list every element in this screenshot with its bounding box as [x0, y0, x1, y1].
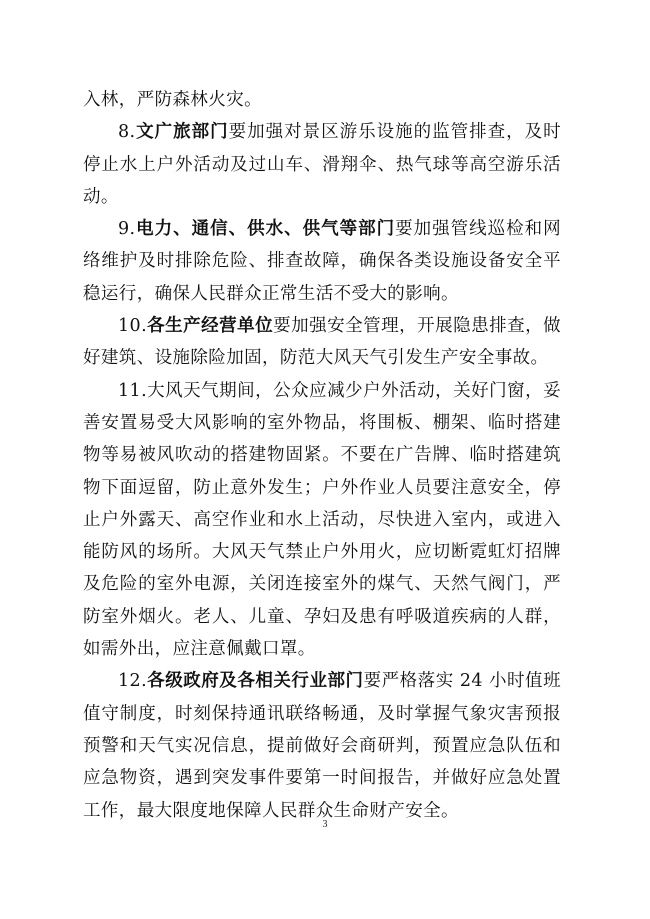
paragraph-text: 要严格落实 24 小时值班值守制度，时刻保持通讯联络畅通，及时掌握气象灾害预报预警和天气实况信息，提前做好会商研判，预置应急队伍和应急物资，遇到突发事件要第一时间报告，并做好应急处置工作，最大限度地保障人民群众生命财产安全。 — [83, 671, 561, 821]
paragraph-10 — [83, 310, 561, 375]
paragraph-text: 要加强对景区游乐设施的监管排查，及时停止水上户外活动及过山车、滑翔伞、热气球等高空游乐活动。 — [83, 122, 562, 207]
paragraph-number: 11. — [118, 380, 148, 401]
document-body — [83, 84, 561, 827]
paragraph-text: 入林，严防森林火灾。 — [83, 90, 262, 110]
paragraph-bold-subject: 各级政府及各相关行业部门 — [147, 671, 364, 692]
paragraph-bold-subject: 各生产经营单位 — [147, 316, 274, 337]
paragraph-text: 要加强管线巡检和网络维护及时排除危险、排查故障，确保各类设施设备安全平稳运行，确保人民群众正常生活不受大的影响。 — [83, 219, 561, 304]
paragraph-number: 8. — [118, 122, 136, 143]
paragraph-12 — [83, 665, 561, 826]
page-number: 3 — [322, 819, 328, 830]
paragraph-11 — [83, 375, 561, 666]
paragraph-9 — [83, 213, 561, 310]
paragraph-bold-subject: 电力、通信、供水、供气等部门 — [135, 219, 396, 240]
paragraph-text: 要加强安全管理，开展隐患排查，做好建筑、设施除险加固，防范大风天气引发生产安全事故。 — [83, 316, 561, 369]
paragraph-text: 大风天气期间，公众应减少户外活动，关好门窗，妥善安置易受大风影响的室外物品，将围板、棚架、临时搭建物等易被风吹动的搭建物固紧。不要在广告牌、临时搭建筑物下面逗留，防止意外发生；户外作业人员要注意安全，停止户外露天、高空作业和水上活动，尽快进入室内，或进入能防风的场所。大风天气禁止户外用火，应切断霓虹灯招牌及危险的室外电源，关闭连接室外的煤气、天然气阀门，严防室外烟火。老人、儿童、孕妇及患有呼吸道疾病的人群，如需外出，应注意佩戴口罩。 — [83, 380, 561, 660]
paragraph-8 — [83, 116, 561, 213]
paragraph-number: 9. — [118, 219, 136, 240]
paragraph-number: 12. — [118, 671, 148, 692]
paragraph-bold-subject: 文广旅部门 — [135, 122, 229, 143]
paragraph-number: 10. — [118, 316, 148, 337]
paragraph-7-continuation — [83, 84, 561, 116]
